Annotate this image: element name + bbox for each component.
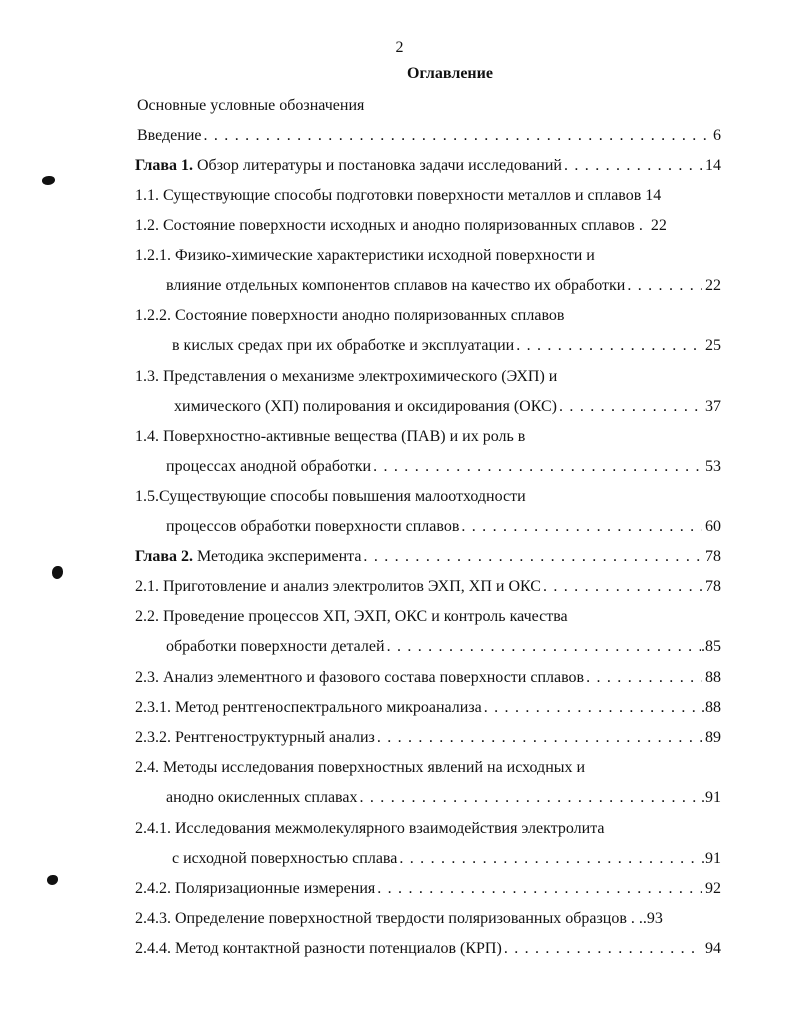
toc-page-number: 22 [705, 277, 721, 294]
toc-entry-title: химического (ХП) полирования и оксидирования (ОКС) [174, 398, 558, 415]
toc-title: Оглавление [407, 65, 493, 82]
toc-page-number: .88 [701, 699, 721, 716]
toc-entry-title: Введение [137, 127, 202, 144]
toc-entry-title: 1.4. Поверхностно-активные вещества (ПАВ) и их роль в [135, 428, 526, 445]
dot-leader [397, 848, 701, 870]
toc-entry-title: 2.4. Методы исследования поверхностных явлений на исходных и [135, 759, 586, 776]
toc-entry-title: 2.4.2. Поляризационные измерения [135, 880, 376, 897]
toc-page-number: 88 [705, 669, 721, 686]
toc-entry[interactable] [0, 636, 799, 658]
toc-entry-title: анодно окисленных сплавах [166, 789, 358, 806]
toc-entry[interactable] [0, 95, 799, 117]
dot-leader [375, 878, 702, 900]
toc-entry[interactable] [0, 335, 799, 357]
toc-entry-title: 2.4.3. Определение поверхностной твердости поляризованных образцов . . [135, 910, 643, 927]
toc-entry[interactable] [0, 215, 799, 237]
toc-page-number: 92 [705, 880, 721, 897]
toc-entry[interactable] [0, 848, 799, 870]
toc-entry[interactable] [0, 908, 799, 930]
toc-entry[interactable] [0, 938, 799, 960]
toc-entry-title: 1.3. Представления о механизме электрохимического (ЭХП) и [135, 368, 558, 385]
toc-page-number: 78 [705, 578, 721, 595]
dot-leader [361, 546, 702, 568]
toc-entry[interactable] [0, 396, 799, 418]
toc-entry-title: 2.2. Проведение процессов ХП, ЭХП, ОКС и контроль качества [135, 608, 568, 625]
toc-page-number: 89 [705, 729, 721, 746]
toc-page-number: .93 [642, 910, 663, 927]
toc-entry-title: 2.3. Анализ элементного и фазового состава поверхности сплавов [135, 669, 585, 686]
toc-entry[interactable] [0, 456, 799, 478]
toc-entry-title: 2.3.2. Рентгеноструктурный анализ [135, 729, 375, 746]
toc-entry[interactable] [0, 606, 799, 628]
toc-page-number: 53 [705, 458, 721, 475]
dot-leader [371, 456, 702, 478]
toc-entry[interactable] [0, 787, 799, 809]
dot-leader [385, 636, 701, 658]
page-number: 2 [395, 39, 404, 56]
toc-page-number: .91 [701, 789, 721, 806]
dot-leader [502, 938, 702, 960]
toc-entry[interactable] [0, 697, 799, 719]
toc-entry-title: Основные условные обозначения [137, 97, 365, 114]
toc-entry-title: обработки поверхности деталей [166, 638, 385, 655]
toc-entry-title: 1.5.Существующие способы повышения малоотходности [135, 488, 526, 505]
toc-entry-title: 2.3.1. Метод рентгеноспектрального микроанализа [135, 699, 482, 716]
toc-entry-title: Методика эксперимента [193, 548, 362, 565]
toc-page-number: .85 [701, 638, 721, 655]
toc-entry[interactable] [0, 426, 799, 448]
toc-entry-title: 2.4.4. Метод контактной разности потенциалов (КРП) [135, 940, 502, 957]
toc-entry[interactable] [0, 818, 799, 840]
toc-entry[interactable] [0, 245, 799, 267]
dot-leader [375, 727, 702, 749]
dot-leader [557, 396, 702, 418]
toc-page-number: 78 [705, 548, 721, 565]
toc-entry[interactable] [0, 486, 799, 508]
toc-entry[interactable] [0, 155, 799, 177]
toc-entry[interactable] [0, 125, 799, 147]
dot-leader [541, 576, 702, 598]
toc-page-number: 22 [650, 217, 667, 234]
toc-entry[interactable] [0, 878, 799, 900]
toc-entry-title: 1.2.2. Состояние поверхности анодно поляризованных сплавов [135, 307, 565, 324]
toc-page-number: 94 [705, 940, 721, 957]
toc-page-number: 25 [705, 337, 721, 354]
toc-entry[interactable] [0, 757, 799, 779]
toc-entry-title: Обзор литературы и постановка задачи исследований [193, 157, 562, 174]
toc-entry-title: процессов обработки поверхности сплавов [166, 518, 460, 535]
toc-entry-title: 1.2. Состояние поверхности исходных и анодно поляризованных сплавов . [135, 217, 643, 234]
dot-leader [459, 516, 702, 538]
toc-entry-title: 1.1. Существующие способы подготовки поверхности металлов и сплавов 14 [135, 187, 662, 204]
chapter-label: Глава 1. [135, 157, 193, 174]
toc-entry[interactable] [0, 546, 799, 568]
toc-entry-title: 2.1. Приготовление и анализ электролитов ЭХП, ХП и ОКС [135, 578, 541, 595]
toc-entry[interactable] [0, 516, 799, 538]
toc-entry[interactable] [0, 576, 799, 598]
toc-entry-title: 1.2.1. Физико-химические характеристики исходной поверхности и [135, 247, 595, 264]
toc-page-number: 14 [705, 157, 721, 174]
toc-entry[interactable] [0, 667, 799, 689]
toc-entry-title: в кислых средах при их обработке и эксплуатации [172, 337, 515, 354]
dot-leader [482, 697, 701, 719]
toc-page-number: 6 [713, 127, 721, 144]
toc-entry[interactable] [0, 275, 799, 297]
toc-entry-title: 2.4.1. Исследования межмолекулярного взаимодействия электролита [135, 820, 605, 837]
toc-page-number: 60 [705, 518, 721, 535]
toc-entry[interactable] [0, 727, 799, 749]
dot-leader [358, 787, 702, 809]
toc-page-number: .91 [701, 850, 721, 867]
toc-entry-title: с исходной поверхностью сплава [172, 850, 398, 867]
toc-entry-title: процессах анодной обработки [166, 458, 372, 475]
dot-leader [202, 125, 711, 147]
toc-page-number: 37 [705, 398, 721, 415]
dot-leader [584, 667, 702, 689]
chapter-label: Глава 2. [135, 548, 193, 565]
toc-entry[interactable] [0, 185, 799, 207]
dot-leader [562, 155, 702, 177]
toc-entry[interactable] [0, 366, 799, 388]
dot-leader [514, 335, 702, 357]
toc-entry-title: влияние отдельных компонентов сплавов на качество их обработки [166, 277, 626, 294]
dot-leader [625, 275, 702, 297]
toc-entry[interactable] [0, 305, 799, 327]
